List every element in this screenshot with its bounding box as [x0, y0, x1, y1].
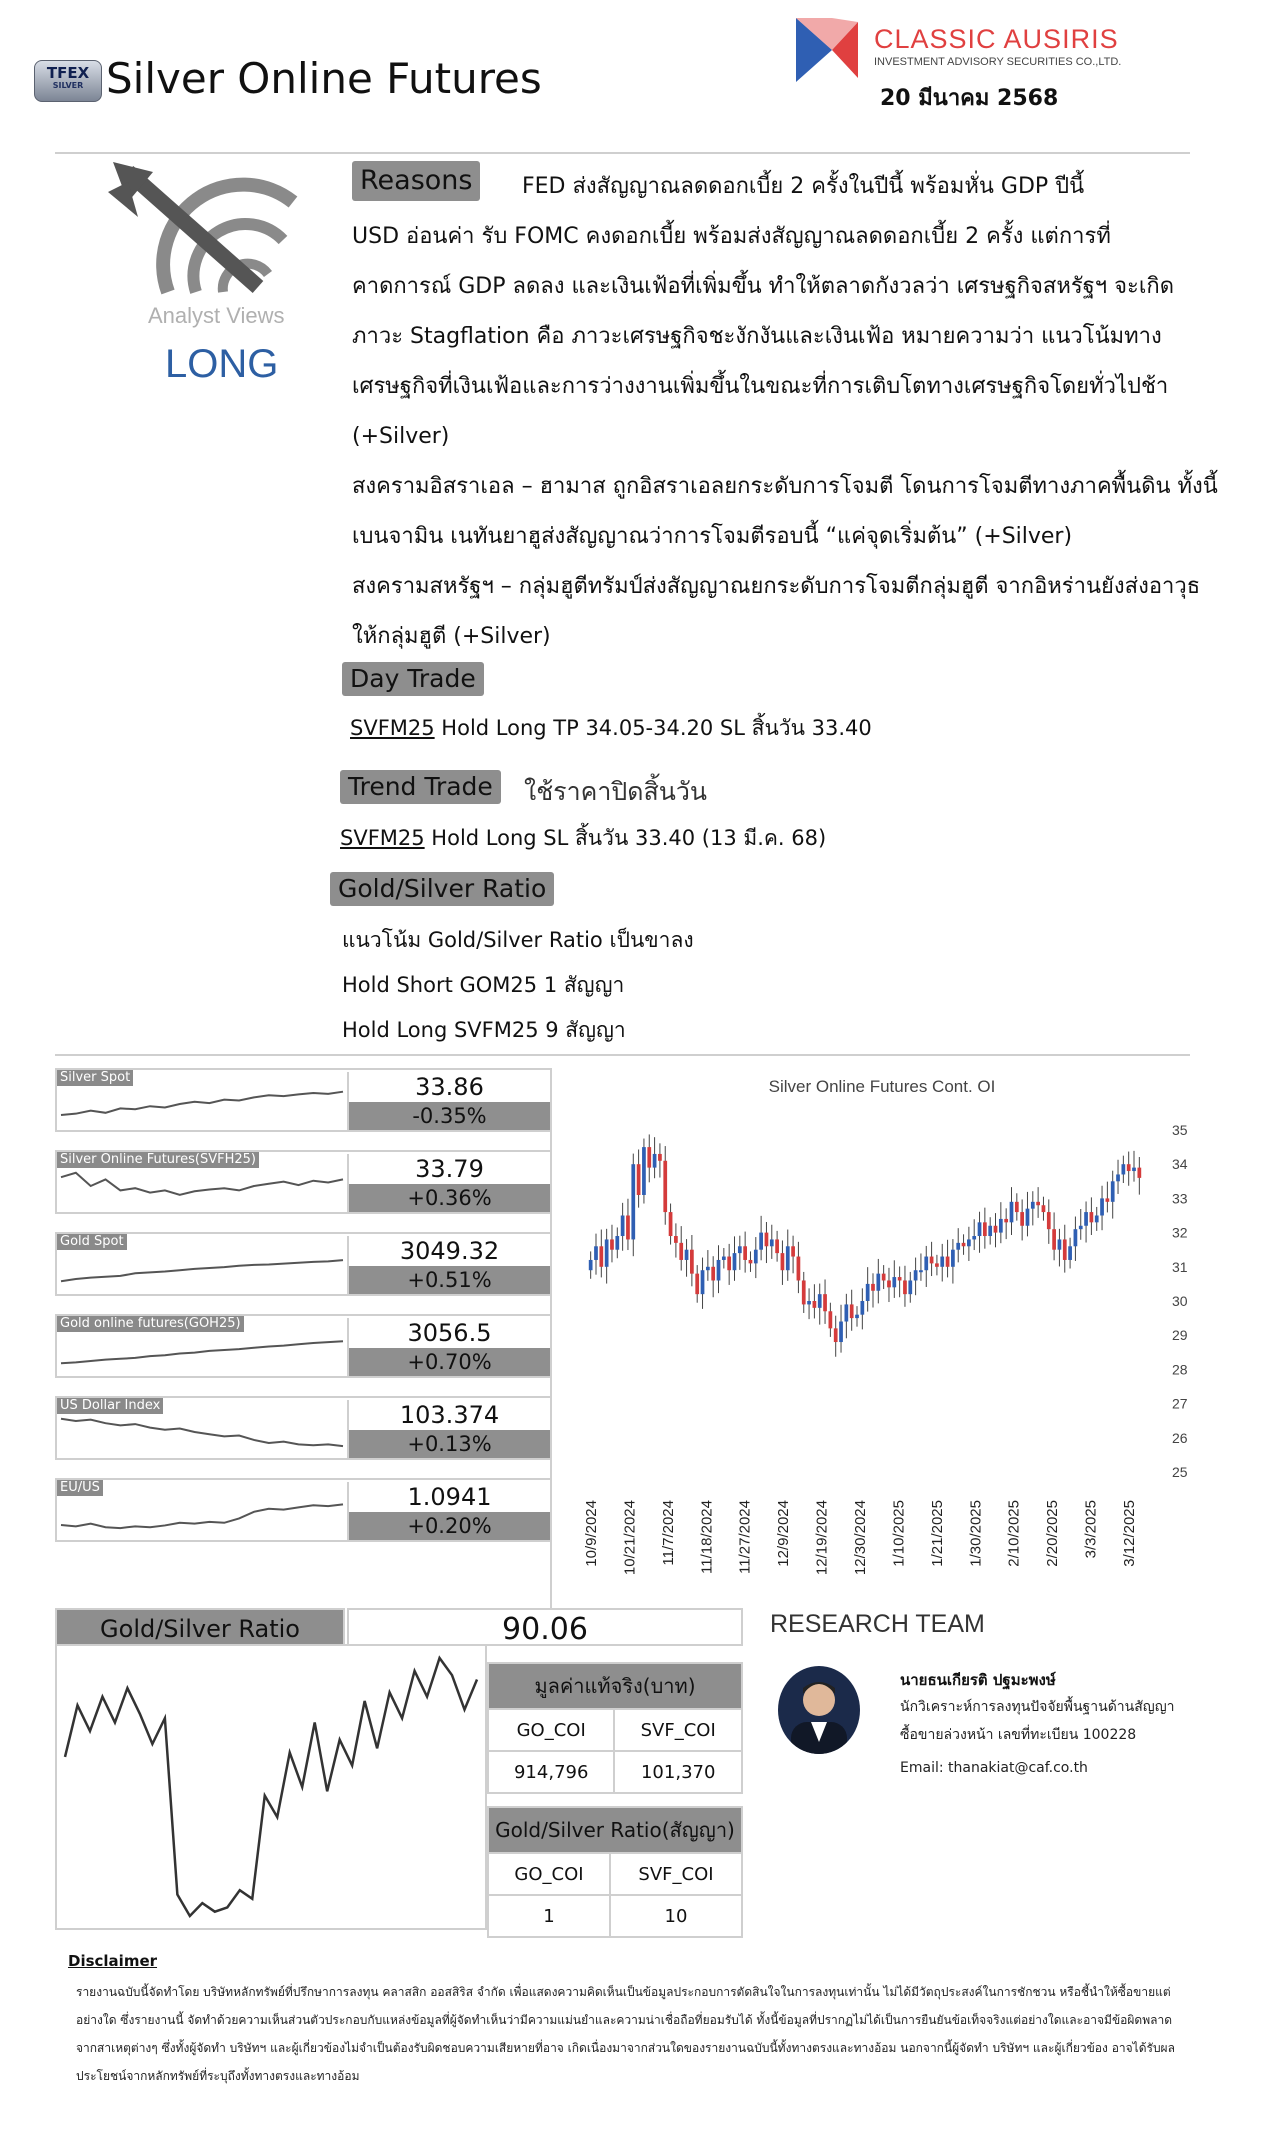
candle [930, 1257, 934, 1264]
market-box [55, 1314, 552, 1378]
candle [770, 1239, 774, 1246]
market-change: +0.13% [349, 1430, 550, 1458]
market-name: Gold Spot [57, 1234, 127, 1250]
candle [1031, 1202, 1035, 1209]
candle [903, 1280, 907, 1294]
candle [749, 1260, 753, 1263]
research-team-label: RESEARCH TEAM [770, 1610, 985, 1638]
candle [743, 1246, 747, 1260]
candle [642, 1147, 646, 1195]
candle [818, 1294, 822, 1308]
tfex-logo [34, 60, 102, 102]
candle [626, 1216, 630, 1240]
candle [1015, 1202, 1019, 1212]
candle [908, 1280, 912, 1294]
candle [695, 1274, 699, 1295]
market-name: Gold online futures(GOH25) [57, 1316, 244, 1332]
market-box [55, 1396, 552, 1460]
candle [658, 1154, 662, 1161]
value-table-cell: 101,370 [614, 1751, 742, 1793]
y-tick-label: 30 [1172, 1293, 1188, 1309]
candle [972, 1236, 976, 1239]
candle [1074, 1229, 1078, 1246]
market-box [55, 1068, 552, 1132]
market-change: +0.70% [349, 1348, 550, 1376]
trend-trade-note: ใช้ราคาปิดสิ้นวัน [524, 777, 707, 806]
market-name: Silver Spot [57, 1070, 133, 1086]
analyst-email[interactable]: Email: thanakiat@caf.co.th [900, 1760, 1088, 1776]
candle [589, 1260, 593, 1270]
reason-line: สงครามสหรัฐฯ – กลุ่มฮูตีทรัมป์ส่งสัญญาณยกระดับการโจมตีกลุ่มฮูตี จากอิหร่านยังส่งอาวุธ [352, 574, 1201, 599]
candle [940, 1257, 944, 1267]
candle [887, 1280, 891, 1287]
candle [1004, 1219, 1008, 1222]
candle [1116, 1174, 1120, 1181]
y-tick-label: 29 [1172, 1327, 1188, 1344]
reason-line: เศรษฐกิจที่เงินเฟ้อและการว่างงานเพิ่มขึ้นในขณะที่การเติบโตทางเศรษฐกิจโดยทั่วไปช้า [352, 374, 1169, 399]
analyst-license: ซื้อขายล่วงหน้า เลขที่ทะเบียน 100228 [900, 1727, 1137, 1743]
x-tick-label: 12/19/2024 [813, 1500, 831, 1576]
candle [802, 1280, 806, 1304]
candle [983, 1222, 987, 1236]
candle [786, 1246, 790, 1270]
y-tick-label: 32 [1172, 1224, 1188, 1241]
candle [935, 1263, 939, 1266]
candle [610, 1239, 614, 1249]
ratio-table [487, 1806, 743, 1938]
candle [866, 1284, 870, 1301]
candle [711, 1267, 715, 1281]
candle [1026, 1209, 1030, 1226]
candle [882, 1274, 886, 1281]
candle [1121, 1164, 1125, 1174]
candle [1132, 1168, 1136, 1171]
column-divider [550, 1068, 552, 1608]
candle [685, 1250, 689, 1260]
ratio-table-title: Gold/Silver Ratio(สัญญา) [488, 1807, 742, 1853]
y-tick-label: 34 [1172, 1156, 1188, 1173]
market-change: -0.35% [349, 1102, 550, 1130]
candle [834, 1328, 838, 1342]
candle [823, 1294, 827, 1311]
ratio-chart [57, 1646, 485, 1928]
y-tick-label: 25 [1172, 1464, 1188, 1480]
market-value: 103.374 [349, 1398, 550, 1430]
x-tick-label: 3/12/2025 [1121, 1500, 1138, 1567]
candle [1106, 1198, 1110, 1201]
candle [946, 1257, 950, 1267]
candle [754, 1250, 758, 1264]
candle [978, 1222, 982, 1236]
ratio-strategy-line: แนวโน้ม Gold/Silver Ratio เป็นขาลง [342, 928, 694, 952]
market-name: Silver Online Futures(SVFH25) [57, 1152, 259, 1168]
candle [1090, 1212, 1094, 1222]
x-tick-label: 10/21/2024 [621, 1500, 639, 1576]
day-trade-detail: Hold Long TP 34.05-34.20 SL สิ้นวัน 33.40 [434, 716, 872, 740]
trend-trade-label: Trend Trade [340, 770, 501, 804]
candle [599, 1246, 603, 1267]
market-name: EU/US [57, 1480, 103, 1496]
candle [876, 1274, 880, 1291]
candle [594, 1246, 598, 1260]
analyst-avatar [776, 1664, 862, 1756]
candle [1111, 1181, 1115, 1202]
candle [674, 1236, 678, 1243]
x-tick-label: 1/30/2025 [967, 1500, 985, 1567]
market-value: 33.79 [349, 1152, 550, 1184]
candle [706, 1267, 710, 1270]
candle [844, 1304, 848, 1321]
ratio-table-col: GO_COI [488, 1853, 610, 1895]
candle [813, 1301, 817, 1308]
market-change: +0.36% [349, 1184, 550, 1212]
candle [1010, 1202, 1014, 1223]
reason-line-0: FED ส่งสัญญาณลดดอกเบี้ย 2 ครั้งในปีนี้ พร้อมหั่น GDP ปีนี้ [522, 174, 1085, 199]
candle [1052, 1229, 1056, 1250]
x-tick-label: 1/21/2025 [928, 1500, 946, 1567]
candle [999, 1219, 1003, 1233]
y-tick-label: 35 [1172, 1122, 1188, 1138]
y-tick-label: 27 [1172, 1395, 1188, 1412]
candle [733, 1253, 737, 1270]
candle [727, 1257, 731, 1271]
candle [647, 1147, 651, 1168]
candle [631, 1164, 635, 1239]
candle [988, 1226, 992, 1236]
market-box [55, 1478, 552, 1542]
candle [850, 1304, 854, 1318]
market-name: US Dollar Index [57, 1398, 163, 1414]
x-tick-label: 2/10/2025 [1005, 1500, 1023, 1567]
tfex-logo-text: TFEX [46, 64, 90, 82]
day-trade-label: Day Trade [342, 662, 484, 696]
candle [1079, 1226, 1083, 1229]
candle [637, 1164, 641, 1195]
y-tick-label: 26 [1172, 1429, 1188, 1446]
ratio-strategy-line: Hold Short GOM25 1 สัญญา [342, 973, 625, 997]
brand-logo-icon [792, 14, 862, 86]
candle [1127, 1164, 1131, 1171]
market-value: 33.86 [349, 1070, 550, 1102]
candle [621, 1216, 625, 1237]
candle [690, 1250, 694, 1274]
analyst-name: นายธนเกียรติ ปฐมะพงษ์ [900, 1671, 1056, 1689]
y-tick-label: 33 [1172, 1190, 1188, 1207]
reason-line: ให้กลุ่มฮูตี (+Silver) [352, 624, 551, 649]
x-tick-label: 3/3/2025 [1082, 1500, 1100, 1559]
trend-trade-text [340, 822, 826, 855]
candle [1137, 1168, 1141, 1178]
reasons-text [352, 212, 1218, 662]
x-tick-label: 2/20/2025 [1044, 1500, 1062, 1567]
page-title: Silver Online Futures [106, 54, 542, 103]
candle [759, 1233, 763, 1250]
candle [919, 1270, 923, 1272]
x-tick-label: 1/10/2025 [890, 1500, 908, 1567]
candle [1042, 1205, 1046, 1212]
y-tick-label: 28 [1172, 1361, 1188, 1378]
y-tick-label: 31 [1172, 1258, 1188, 1275]
candle [781, 1253, 785, 1270]
candle [1058, 1239, 1062, 1249]
candle [1068, 1246, 1072, 1260]
value-table-col: SVF_COI [614, 1709, 742, 1751]
section-divider [55, 1054, 1190, 1056]
market-change: +0.20% [349, 1512, 550, 1540]
brand-subtitle: INVESTMENT ADVISORY SECURITIES CO.,LTD. [874, 56, 1122, 68]
candle [898, 1277, 902, 1280]
reason-line: USD อ่อนค่า รับ FOMC คงดอกเบี้ย พร้อมส่งสัญญาณลดดอกเบี้ย 2 ครั้ง แต่การที่ [352, 224, 1111, 249]
candle [615, 1236, 619, 1250]
x-tick-label: 11/7/2024 [659, 1500, 677, 1566]
candle [914, 1270, 918, 1280]
report-date: 20 มีนาคม 2568 [880, 86, 1059, 111]
candle [663, 1161, 667, 1212]
candle [722, 1257, 726, 1260]
candle [839, 1322, 843, 1343]
disclaimer-title: Disclaimer [68, 1952, 158, 1970]
brand-name: CLASSIC AUSIRIS [874, 24, 1119, 54]
candle [717, 1260, 721, 1281]
target-arrow-icon [108, 162, 298, 302]
candle [1095, 1216, 1099, 1223]
chart-title: Silver Online Futures Cont. OI [768, 1077, 996, 1096]
oi-chart [572, 1068, 1204, 1608]
candle [605, 1239, 609, 1266]
candle [994, 1226, 998, 1233]
market-change: +0.51% [349, 1266, 550, 1294]
market-box [55, 1150, 552, 1214]
candle [967, 1239, 971, 1246]
x-tick-label: 11/18/2024 [698, 1500, 716, 1574]
reason-line: คาดการณ์ GDP ลดลง และเงินเฟ้อที่เพิ่มขึ้น ทำให้ตลาดกังวลว่า เศรษฐกิจสหรัฐฯ จะเกิด [352, 274, 1174, 299]
ratio-series-line [65, 1658, 477, 1916]
reason-line: เบนจามิน เนทันยาฮูส่งสัญญาณว่าการโจมตีรอบนี้ “แค่จุดเริ่มต้น” (+Silver) [352, 524, 1073, 549]
candle [855, 1315, 859, 1318]
ratio-table-col: SVF_COI [610, 1853, 742, 1895]
candle [829, 1311, 833, 1328]
candle [701, 1270, 705, 1294]
candle [669, 1212, 673, 1236]
day-trade-text [350, 712, 872, 745]
candle [860, 1301, 864, 1315]
day-trade-symbol: SVFM25 [350, 716, 435, 740]
gold-silver-ratio-label: Gold/Silver Ratio [55, 1608, 345, 1646]
reason-line: ภาวะ Stagflation คือ ภาวะเศรษฐกิจชะงักงันและเงินเฟ้อ หมายความว่า แนวโน้มทาง [352, 324, 1162, 349]
candle [653, 1154, 657, 1168]
trend-trade-symbol: SVFM25 [340, 826, 425, 850]
ratio-strategy-label: Gold/Silver Ratio [330, 872, 554, 906]
x-tick-label: 11/27/2024 [736, 1500, 754, 1574]
candle [775, 1239, 779, 1253]
candle [924, 1257, 928, 1271]
market-value: 1.0941 [349, 1480, 550, 1512]
value-table [487, 1662, 743, 1794]
tfex-logo-sub: SILVER [52, 81, 84, 90]
candle [962, 1243, 966, 1246]
candle [871, 1284, 875, 1291]
value-table-title: มูลค่าแท้จริง(บาท) [488, 1663, 742, 1709]
disclaimer-text: รายงานฉบับนี้จัดทำโดย บริษัทหลักทรัพย์ที่ปรึกษาการลงทุน คลาสสิก ออสสิริส จำกัด เพื่อแสดงความคิดเห็นเป็นข้อมูลประกอบการตัดสินใจในการลงทุนเท่านั้น ไม่ได้มีวัตถุประสงค์ในการชักชวน หรือชี้นำให้ซื้อขายแต่อย่างใด ซึ่งรายงานนี้ จัดทำด้วยความเห็นส่วนตัวประกอบกับแหล่งข้อมูลที่ผู้จัดทำเห็นว่ามีความแม่นยำและความน่าเชื่อถือที่ยอมรับได้ ทั้งนี้ข้อมูลที่ปรากฏไม่ได้เป็นการยืนยันข้อเท็จจริงแต่อย่างใดและอาจมีข้อผิดพลาดจากสาเหตุต่างๆ ซึ่งทั้งผู้จัดทำ บริษัทฯ และผู้เกี่ยวข้องไม่จำเป็นต้องรับผิดชอบความเสียหายที่อาจ เกิดเนื่องมาจากส่วนใดของรายงานฉบับนี้ทั้งทางตรงและทางอ้อม นอกจากนี้ผู้จัดทำ บริษัทฯ และผู้เกี่ยวข้อง อาจได้รับผลประโยชน์จากหลักทรัพย์ที่ระบุถึงทั้งทางตรงและทางอ้อม [76, 1985, 1175, 2083]
candle [791, 1246, 795, 1256]
candle [1084, 1212, 1088, 1226]
candle [892, 1277, 896, 1287]
x-tick-label: 10/9/2024 [583, 1500, 600, 1567]
candle [1063, 1239, 1067, 1260]
candle [765, 1233, 769, 1247]
candle [738, 1246, 742, 1253]
candle [956, 1243, 960, 1250]
reason-line: สงครามอิสราเอล – ฮามาส ถูกอิสราเอลยกระดับการโจมตี โดนการโจมตีทางภาคพื้นดิน ทั้งนี้ [352, 474, 1218, 499]
value-table-cell: 914,796 [488, 1751, 614, 1793]
trend-trade-detail: Hold Long SL สิ้นวัน 33.40 (13 มี.ค. 68) [424, 826, 827, 850]
candle [1047, 1212, 1051, 1229]
gold-silver-ratio-value: 90.06 [347, 1608, 743, 1646]
x-tick-label: 12/9/2024 [775, 1500, 793, 1567]
market-value: 3056.5 [349, 1316, 550, 1348]
candle [1100, 1198, 1104, 1215]
candle [679, 1243, 683, 1260]
x-tick-label: 12/30/2024 [852, 1500, 869, 1576]
market-box [55, 1232, 552, 1296]
analyst-views-label: Analyst Views [148, 303, 285, 328]
analyst-role: นักวิเคราะห์การลงทุนปัจจัยพื้นฐานด้านสัญญา [900, 1699, 1175, 1715]
market-value: 3049.32 [349, 1234, 550, 1266]
candle [951, 1250, 955, 1267]
candle [1036, 1202, 1040, 1205]
candle [807, 1301, 811, 1304]
ratio-strategy-line: Hold Long SVFM25 9 สัญญา [342, 1018, 626, 1042]
candle [1020, 1212, 1024, 1226]
reasons-label: Reasons [352, 161, 480, 201]
analyst-view-value: LONG [165, 342, 279, 386]
candle [797, 1257, 801, 1281]
ratio-table-cell: 1 [488, 1895, 610, 1937]
reason-line: (+Silver) [352, 424, 450, 449]
ratio-table-cell: 10 [610, 1895, 742, 1937]
value-table-col: GO_COI [488, 1709, 614, 1751]
header-divider [55, 152, 1190, 154]
